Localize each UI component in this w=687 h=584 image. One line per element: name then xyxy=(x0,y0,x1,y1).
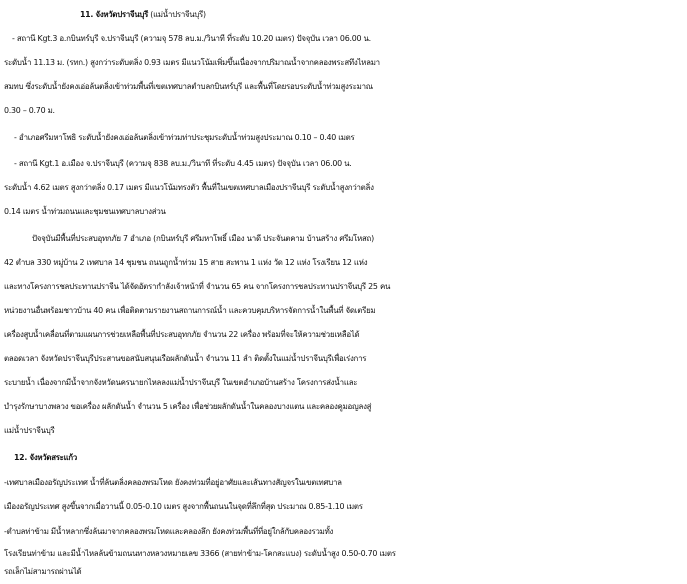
section-11-line: สมทบ ซึ่งระดับน้ำยังคงเอ่อล้นตลิ่งเข้าท่วมพื้นที่เขตเทศบาลตำบลกบินทร์บุรี และพื้นที่โดยรอบระดับน้ำท่วมสูงระมาณ xyxy=(4,82,373,91)
section-11-line: ระดับน้ำ 11.13 ม. (รทก.) สูงกว่าระดับตลิ่ง 0.93 เมตร มีแนวโน้มเพิ่มขึ้นเนื่องจากปริมาณน้ำจากคลองพระสทึงไหลมา xyxy=(4,58,380,67)
section-11-line: 42 ตำบล 330 หมู่บ้าน 2 เทศบาล 14 ชุมชน ถนนถูกน้ำท่วม 15 สาย สะพาน 1 แห่ง วัด 12 แห่ง โรงเรียน 12 แห่ง xyxy=(4,258,368,267)
section-11-line: - สถานี Kgt.1 อ.เมือง จ.ปราจีนบุรี (ความจุ 838 ลบ.ม./วินาที ที่ระดับ 4.45 เมตร) ปัจจุบัน เวลา 06.00 น. xyxy=(14,159,352,168)
section-11-heading xyxy=(80,3,687,27)
section-11-line: 0.30 – 0.70 ม. xyxy=(4,106,55,115)
section-12-line: รถเล็กไม่สามารถผ่านได้ xyxy=(4,567,82,576)
section-11-line: ระบายน้ำ เนื่องจากมีน้ำจากจังหวัดนครนายกไหลลงแม่น้ำปราจีนบุรี ในเขตอำเภอบ้านสร้าง โครงการส่งน้ำและ xyxy=(4,378,358,387)
section-12-line: เมืองอรัญประเทศ สูงขึ้นจากเมื่อวานนี้ 0.05-0.10 เมตร สูงจากพื้นถนนในจุดที่ลึกที่สุด ประมาณ 0.85-1.10 เมตร xyxy=(4,502,363,511)
section-11-line: แม่น้ำปราจีนบุรี xyxy=(4,426,55,435)
section-12-heading: 12. จังหวัดสระแก้ว xyxy=(14,453,77,462)
section-11-line: เครื่องสูบน้ำเคลื่อนที่ตามแผนการช่วยเหลือพื้นที่ประสบอุทกภัย จำนวน 22 เครื่อง พร้อมที่จะให้ความช่วยเหลือได้ xyxy=(4,330,360,339)
section-11-line: - สถานี Kgt.3 อ.กบินทร์บุรี จ.ปราจีนบุรี (ความจุ 578 ลบ.ม./วินาที ที่ระดับ 10.20 เมตร) ปัจจุบัน เวลา 06.00 น. xyxy=(12,34,371,43)
section-12-line: -เทศบาลเมืองอรัญประเทศ น้ำที่ล้นตลิ่งคลองพรมโหด ยังคงท่วมที่อยู่อาศัยและเส้นทางสัญจรในเขตเทศบาล xyxy=(4,478,342,487)
section-11-line: ปัจจุบันมีพื้นที่ประสบอุทกภัย 7 อำเภอ (กบินทร์บุรี ศรีมหาโพธิ์ เมือง นาดี ประจันตคาม บ้านสร้าง ศรีมโหสถ) xyxy=(32,234,374,243)
section-11-line: และทางโครงการชลประทานปราจีน ได้จัดอัตรากำลังเจ้าหน้าที่ จำนวน 65 คน จากโครงการชลประทานปราจีนบุรี 25 คน xyxy=(4,282,391,291)
section-11-line: - อำเภอศรีมหาโพธิ ระดับน้ำยังคงเอ่อล้นตลิ่งเข้าท่วมท่าประชุมระดับน้ำท่วมสูงประมาณ 0.10 – 0.40 เมตร xyxy=(14,133,355,142)
section-11-line: 0.14 เมตร น้ำท่วมถนนและชุมชนเทศบาลบางส่วน xyxy=(4,207,166,216)
section-12-line: -ตำบลท่าข้าม มีน้ำหลากซึ่งล้นมาจากคลองพรมโหดและคลองลึก ยังคงท่วมพื้นที่ที่อยู่ใกล้กับคลองรวมทั้ง xyxy=(4,527,334,536)
section-11-title: 11. จังหวัดปราจีนบุรี xyxy=(80,10,149,19)
section-11-line: ระดับน้ำ 4.62 เมตร สูงกว่าตลิ่ง 0.17 เมตร มีแนวโน้มทรงตัว พื้นที่ในเขตเทศบาลเมืองปราจีนบุรี ระดับน้ำสูงกว่าตลิ่ง xyxy=(4,183,374,192)
section-11-line: บำรุงรักษาบางพลวง ขอเครื่อง ผลักดันน้ำ จำนวน 5 เครื่อง เพื่อช่วยผลักดันน้ำในคลองบางแตน และคลองคูมอญลงสู่ xyxy=(4,402,372,411)
section-11-line: หน่วยงานอื่นพร้อมชาวบ้าน 40 คน เพื่อติดตามรายงานสถานการณ์น้ำ และควบคุมบริหารจัดการน้ำในพื้นที่ จัดเตรียม xyxy=(4,306,376,315)
section-11-line: ตลอดเวลา จังหวัดปราจีนบุรีประสานขอสนับสนุนเรือผลักดันน้ำ จำนวน 11 ลำ ติดตั้งในแม่น้ำปราจีนบุรีเพื่อเร่งการ xyxy=(4,354,367,363)
section-12-line: โรงเรียนท่าข้าม และมีน้ำไหลล้นข้ามถนนทางหลวงหมายเลข 3366 (สายท่าข้าม-โคกสะแบง) ระดับน้ำสูง 0.50-0.70 เมตร xyxy=(4,549,396,558)
section-11-river-note: (แม่น้ำปราจีนบุรี) xyxy=(148,10,206,19)
